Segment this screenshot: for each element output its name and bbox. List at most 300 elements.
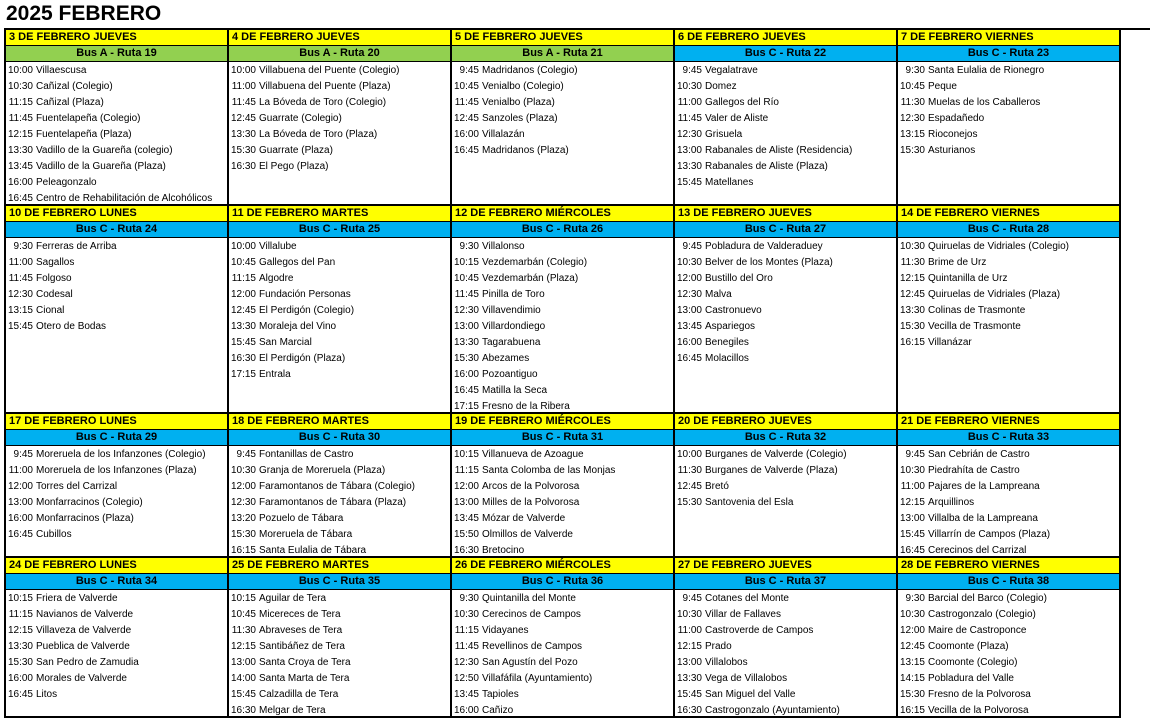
stop-entry [675, 607, 896, 623]
stop-place: Muelas de los Caballeros [928, 97, 1041, 108]
stop-entry [452, 143, 673, 159]
stop-place: Faramontanos de Tábara (Colegio) [259, 481, 416, 492]
stop-time: 11:00 [8, 465, 33, 476]
stop-entry [229, 479, 450, 495]
stop-entry [229, 303, 450, 319]
stop-place: Matellanes [705, 177, 754, 188]
stop-place: Vezdemarbán (Plaza) [482, 273, 579, 284]
stop-entry [675, 95, 896, 111]
bus-route-label: Bus C - Ruta 29 [6, 430, 227, 446]
stop-place: Villar de Fallaves [705, 609, 781, 620]
stop-time: 10:45 [453, 273, 479, 284]
stop-time: 12:00 [899, 625, 925, 636]
stop-entry [898, 255, 1119, 271]
stop-place: Castronuevo [705, 305, 762, 316]
day-cell [675, 30, 898, 206]
stop-place: Vadillo de la Guareña (Plaza) [36, 161, 166, 172]
day-date-header: 27 DE FEBRERO JUEVES [675, 558, 896, 574]
week-row [6, 30, 1150, 206]
stop-list [452, 62, 673, 204]
stop-entry [452, 319, 673, 335]
bus-route-label: Bus C - Ruta 33 [898, 430, 1119, 446]
stop-place: Monfarracinos (Colegio) [36, 497, 143, 508]
stop-place: Valer de Aliste [705, 113, 769, 124]
stop-time: 11:45 [454, 289, 479, 300]
stop-place: Bretocino [482, 545, 525, 556]
stop-entry [6, 479, 227, 495]
stop-time: 9:45 [459, 65, 479, 76]
stop-list [675, 238, 896, 412]
stop-time: 11:30 [900, 97, 925, 108]
stop-time: 10:30 [230, 465, 256, 476]
stop-place: Venialbo (Colegio) [482, 81, 564, 92]
stop-place: Castroverde de Campos [705, 625, 814, 636]
stop-entry [6, 303, 227, 319]
stop-place: Guarrate (Colegio) [259, 113, 342, 124]
stop-entry [452, 591, 673, 607]
stop-entry [675, 703, 896, 718]
stop-place: Villalba de la Lampreana [928, 513, 1038, 524]
day-date-header: 25 DE FEBRERO MARTES [229, 558, 450, 574]
stop-entry [898, 655, 1119, 671]
stop-entry [675, 591, 896, 607]
stop-place: Bretó [705, 481, 729, 492]
stop-list [452, 446, 673, 558]
stop-time: 16:15 [899, 705, 925, 716]
stop-time: 11:45 [8, 113, 33, 124]
day-cell [229, 558, 452, 718]
stop-place: Algodre [259, 273, 294, 284]
stop-place: Bustillo del Oro [705, 273, 773, 284]
stop-place: Cañizo [482, 705, 514, 716]
stop-entry [898, 687, 1119, 703]
stop-time: 13:00 [453, 497, 479, 508]
stop-entry [898, 95, 1119, 111]
stop-place: Vecilla de Trasmonte [928, 321, 1021, 332]
stop-time: 16:30 [453, 545, 479, 556]
stop-entry [229, 463, 450, 479]
stop-entry [229, 447, 450, 463]
day-cell [229, 414, 452, 558]
stop-time: 9:45 [13, 449, 33, 460]
stop-entry [229, 703, 450, 718]
bus-route-label: Bus C - Ruta 25 [229, 222, 450, 238]
stop-entry [229, 687, 450, 703]
stop-place: El Pego (Plaza) [259, 161, 329, 172]
stop-time: 16:00 [453, 369, 479, 380]
stop-time: 15:30 [230, 529, 256, 540]
stop-entry [6, 527, 227, 543]
stop-entry [6, 175, 227, 191]
day-date-header: 11 DE FEBRERO MARTES [229, 206, 450, 222]
stop-entry [6, 287, 227, 303]
stop-place: Cañizal (Plaza) [36, 97, 104, 108]
stop-place: Faramontanos de Tábara (Plaza) [259, 497, 407, 508]
stop-place: Moreruela de los Infanzones (Colegio) [36, 449, 206, 460]
stop-entry [898, 639, 1119, 655]
bus-route-label: Bus A - Ruta 21 [452, 46, 673, 62]
stop-time: 11:45 [677, 113, 702, 124]
stop-time: 12:00 [230, 481, 256, 492]
stop-place: Navianos de Valverde [36, 609, 134, 620]
stop-entry [898, 543, 1119, 558]
stop-place: Vega de Villalobos [705, 673, 788, 684]
stop-place: Villafáfila (Ayuntamiento) [482, 673, 593, 684]
stop-time: 12:15 [230, 641, 256, 652]
stop-place: La Bóveda de Toro (Colegio) [259, 97, 387, 108]
stop-place: Vecilla de la Polvorosa [928, 705, 1029, 716]
stop-entry [675, 143, 896, 159]
stop-entry [6, 447, 227, 463]
stop-time: 16:30 [676, 705, 702, 716]
stop-time: 13:00 [676, 657, 702, 668]
stop-entry [6, 271, 227, 287]
stop-entry [6, 607, 227, 623]
stop-list [229, 238, 450, 412]
stop-place: Sagallos [36, 257, 75, 268]
day-date-header: 4 DE FEBRERO JUEVES [229, 30, 450, 46]
stop-place: Santa Marta de Tera [259, 673, 350, 684]
stop-place: Fuentelapeña (Colegio) [36, 113, 141, 124]
stop-place: Rioconejos [928, 129, 978, 140]
stop-time: 13:45 [453, 689, 479, 700]
stop-time: 13:30 [7, 145, 33, 156]
stop-place: Santa Eulalia de Rionegro [928, 65, 1045, 76]
stop-entry [6, 639, 227, 655]
stop-place: Cañizal (Colegio) [36, 81, 113, 92]
stop-place: Espadañedo [928, 113, 985, 124]
stop-time: 11:00 [900, 481, 925, 492]
stop-time: 12:00 [453, 481, 479, 492]
stop-entry [675, 623, 896, 639]
stop-place: Vadillo de la Guareña (colegio) [36, 145, 173, 156]
stop-time: 13:00 [899, 513, 925, 524]
bus-route-label: Bus A - Ruta 19 [6, 46, 227, 62]
stop-time: 16:00 [7, 513, 33, 524]
day-cell [452, 206, 675, 414]
stop-entry [229, 335, 450, 351]
stop-time: 11:45 [8, 273, 33, 284]
stop-time: 10:30 [899, 241, 925, 252]
stop-time: 9:45 [905, 449, 925, 460]
stop-entry [6, 495, 227, 511]
stop-place: Moreruela de los Infanzones (Plaza) [36, 465, 197, 476]
stop-time: 16:00 [453, 129, 479, 140]
stop-entry [898, 607, 1119, 623]
stop-time: 16:45 [676, 353, 702, 364]
stop-time: 12:45 [230, 305, 256, 316]
stop-entry [452, 95, 673, 111]
stop-place: Friera de Valverde [36, 593, 118, 604]
bus-route-label: Bus C - Ruta 37 [675, 574, 896, 590]
stop-place: Moraleja del Vino [259, 321, 337, 332]
stop-entry [675, 447, 896, 463]
stop-place: Olmillos de Valverde [482, 529, 573, 540]
stop-entry [452, 303, 673, 319]
stop-place: Villaescusa [36, 65, 87, 76]
stop-place: Quintanilla del Monte [482, 593, 576, 604]
stop-place: Pinilla de Toro [482, 289, 545, 300]
stop-time: 12:30 [7, 289, 33, 300]
stop-time: 11:45 [454, 641, 479, 652]
stop-list [229, 62, 450, 204]
stop-time: 11:15 [454, 465, 479, 476]
stop-time: 15:30 [676, 497, 702, 508]
stop-time: 12:00 [7, 481, 33, 492]
day-date-header: 7 DE FEBRERO VIERNES [898, 30, 1119, 46]
stop-entry [452, 623, 673, 639]
stop-list [898, 590, 1119, 718]
stop-entry [675, 271, 896, 287]
stop-time: 9:45 [682, 65, 702, 76]
stop-entry [6, 191, 227, 206]
stop-place: Cerecinos del Carrizal [928, 545, 1027, 556]
stop-place: Vidayanes [482, 625, 529, 636]
bus-route-label: Bus C - Ruta 23 [898, 46, 1119, 62]
day-date-header: 14 DE FEBRERO VIERNES [898, 206, 1119, 222]
stop-list [452, 238, 673, 414]
stop-time: 11:15 [454, 625, 479, 636]
stop-entry [229, 95, 450, 111]
stop-entry [452, 127, 673, 143]
stop-entry [6, 623, 227, 639]
stop-time: 11:15 [8, 97, 33, 108]
stop-time: 10:30 [676, 609, 702, 620]
stop-time: 12:00 [676, 273, 702, 284]
stop-place: Moreruela de Tábara [259, 529, 353, 540]
bus-route-label: Bus A - Ruta 20 [229, 46, 450, 62]
day-cell [452, 30, 675, 206]
day-date-header: 19 DE FEBRERO MIÉRCOLES [452, 414, 673, 430]
stop-place: Santa Croya de Tera [259, 657, 351, 668]
stop-place: Burganes de Valverde (Plaza) [705, 465, 838, 476]
stop-place: Coomonte (Colegio) [928, 657, 1018, 668]
day-date-header: 10 DE FEBRERO LUNES [6, 206, 227, 222]
stop-entry [229, 255, 450, 271]
stop-entry [229, 623, 450, 639]
stop-time: 14:15 [899, 673, 925, 684]
stop-place: Pozoantiguo [482, 369, 538, 380]
stop-time: 10:30 [899, 465, 925, 476]
day-cell [6, 558, 229, 718]
stop-place: Micereces de Tera [259, 609, 341, 620]
stop-time: 11:00 [677, 625, 702, 636]
day-cell [898, 414, 1121, 558]
stop-time: 10:15 [453, 449, 479, 460]
stop-place: Pobladura del Valle [928, 673, 1014, 684]
stop-entry [452, 255, 673, 271]
stop-place: Guarrate (Plaza) [259, 145, 333, 156]
stop-place: Cubillos [36, 529, 72, 540]
stop-entry [452, 687, 673, 703]
stop-time: 16:15 [230, 545, 256, 556]
stop-list [6, 238, 227, 412]
stop-entry [229, 127, 450, 143]
stop-time: 11:30 [677, 465, 702, 476]
stop-place: Grisuela [705, 129, 743, 140]
stop-place: Monfarracinos (Plaza) [36, 513, 134, 524]
stop-place: Abezames [482, 353, 530, 364]
stop-entry [6, 143, 227, 159]
stop-place: Piedrahíta de Castro [928, 465, 1020, 476]
stop-time: 15:45 [230, 337, 256, 348]
day-cell [452, 414, 675, 558]
stop-entry [675, 127, 896, 143]
stop-time: 16:30 [230, 705, 256, 716]
stop-place: Burganes de Valverde (Colegio) [705, 449, 847, 460]
stop-time: 11:00 [231, 81, 256, 92]
stop-entry [6, 95, 227, 111]
stop-time: 13:30 [676, 161, 702, 172]
stop-entry [229, 655, 450, 671]
day-date-header: 20 DE FEBRERO JUEVES [675, 414, 896, 430]
stop-time: 12:30 [453, 657, 479, 668]
stop-time: 15:30 [7, 657, 33, 668]
stop-place: Castrogonzalo (Ayuntamiento) [705, 705, 840, 716]
stop-list [229, 446, 450, 558]
stop-time: 13:00 [7, 497, 33, 508]
stop-entry [229, 111, 450, 127]
stop-time: 14:00 [230, 673, 256, 684]
stop-place: Maire de Castroponce [928, 625, 1027, 636]
stop-place: Madridanos (Colegio) [482, 65, 578, 76]
stop-place: Vezdemarbán (Colegio) [482, 257, 588, 268]
stop-place: Rabanales de Aliste (Residencia) [705, 145, 853, 156]
stop-entry [452, 671, 673, 687]
stop-entry [229, 239, 450, 255]
stop-entry [898, 111, 1119, 127]
stop-time: 11:30 [231, 625, 256, 636]
stop-entry [675, 79, 896, 95]
stop-time: 11:45 [454, 97, 479, 108]
stop-time: 13:45 [453, 513, 479, 524]
stop-entry [6, 687, 227, 703]
stop-time: 11:00 [677, 97, 702, 108]
bus-route-label: Bus C - Ruta 34 [6, 574, 227, 590]
stop-list [675, 446, 896, 556]
stop-time: 16:00 [7, 673, 33, 684]
stop-time: 16:15 [899, 337, 925, 348]
stop-time: 15:45 [230, 689, 256, 700]
stop-entry [675, 175, 896, 191]
stop-list [6, 446, 227, 556]
day-date-header: 28 DE FEBRERO VIERNES [898, 558, 1119, 574]
stop-time: 13:30 [230, 321, 256, 332]
stop-entry [6, 79, 227, 95]
bus-route-label: Bus C - Ruta 30 [229, 430, 450, 446]
stop-place: Villabuena del Puente (Plaza) [259, 81, 391, 92]
stop-entry [675, 255, 896, 271]
bus-route-label: Bus C - Ruta 27 [675, 222, 896, 238]
stop-entry [6, 255, 227, 271]
stop-place: Cotanes del Monte [705, 593, 789, 604]
stop-entry [898, 511, 1119, 527]
stop-time: 13:00 [676, 145, 702, 156]
stop-time: 16:30 [230, 161, 256, 172]
stop-list [898, 446, 1119, 558]
stop-time: 11:45 [231, 97, 256, 108]
stop-entry [452, 463, 673, 479]
stop-place: Folgoso [36, 273, 72, 284]
stop-time: 10:30 [899, 609, 925, 620]
stop-place: Milles de la Polvorosa [482, 497, 580, 508]
stop-time: 11:15 [231, 273, 256, 284]
stop-place: Revellinos de Campos [482, 641, 583, 652]
stop-place: Villabuena del Puente (Colegio) [259, 65, 400, 76]
stop-place: Peque [928, 81, 957, 92]
day-date-header: 26 DE FEBRERO MIÉRCOLES [452, 558, 673, 574]
stop-place: Pobladura de Valderaduey [705, 241, 823, 252]
stop-entry [452, 239, 673, 255]
stop-entry [898, 239, 1119, 255]
stop-entry [6, 127, 227, 143]
bus-route-label: Bus C - Ruta 31 [452, 430, 673, 446]
stop-entry [675, 479, 896, 495]
stop-entry [229, 639, 450, 655]
stop-time: 15:30 [899, 689, 925, 700]
stop-place: Gallegos del Río [705, 97, 779, 108]
stop-place: Villaveza de Valverde [36, 625, 132, 636]
stop-time: 16:45 [899, 545, 925, 556]
stop-entry [229, 159, 450, 175]
stop-time: 12:30 [230, 497, 256, 508]
stop-place: Pozuelo de Tábara [259, 513, 344, 524]
stop-time: 13:45 [676, 321, 702, 332]
stop-entry [898, 623, 1119, 639]
stop-entry [6, 511, 227, 527]
stop-time: 10:00 [676, 449, 702, 460]
stop-time: 10:00 [7, 65, 33, 76]
stop-entry [6, 319, 227, 335]
stop-place: Villanázar [928, 337, 972, 348]
stop-place: Villardondiego [482, 321, 546, 332]
stop-time: 16:30 [230, 353, 256, 364]
stop-entry [898, 527, 1119, 543]
stop-place: San Marcial [259, 337, 312, 348]
stop-time: 11:00 [8, 257, 33, 268]
day-cell [6, 30, 229, 206]
stop-time: 13:30 [230, 129, 256, 140]
stop-time: 9:30 [13, 241, 33, 252]
stop-place: Melgar de Tera [259, 705, 326, 716]
stop-place: San Miguel del Valle [705, 689, 796, 700]
stop-time: 16:45 [7, 689, 33, 700]
stop-entry [229, 671, 450, 687]
stop-entry [675, 351, 896, 367]
stop-entry [898, 127, 1119, 143]
stop-entry [675, 303, 896, 319]
day-date-header: 21 DE FEBRERO VIERNES [898, 414, 1119, 430]
stop-place: Matilla la Seca [482, 385, 548, 396]
stop-time: 10:45 [230, 609, 256, 620]
stop-place: Barcial del Barco (Colegio) [928, 593, 1047, 604]
stop-time: 13:15 [899, 129, 925, 140]
week-row [6, 206, 1150, 414]
stop-entry [229, 271, 450, 287]
day-cell [229, 30, 452, 206]
stop-place: Colinas de Trasmonte [928, 305, 1026, 316]
stop-time: 10:00 [230, 65, 256, 76]
bus-route-label: Bus C - Ruta 24 [6, 222, 227, 238]
stop-entry [898, 591, 1119, 607]
stop-time: 12:00 [230, 289, 256, 300]
stop-place: Sanzoles (Plaza) [482, 113, 558, 124]
stop-entry [452, 447, 673, 463]
stop-place: Pueblica de Valverde [36, 641, 130, 652]
stop-time: 13:15 [7, 305, 33, 316]
stop-place: Villalazán [482, 129, 525, 140]
day-date-header: 6 DE FEBRERO JUEVES [675, 30, 896, 46]
